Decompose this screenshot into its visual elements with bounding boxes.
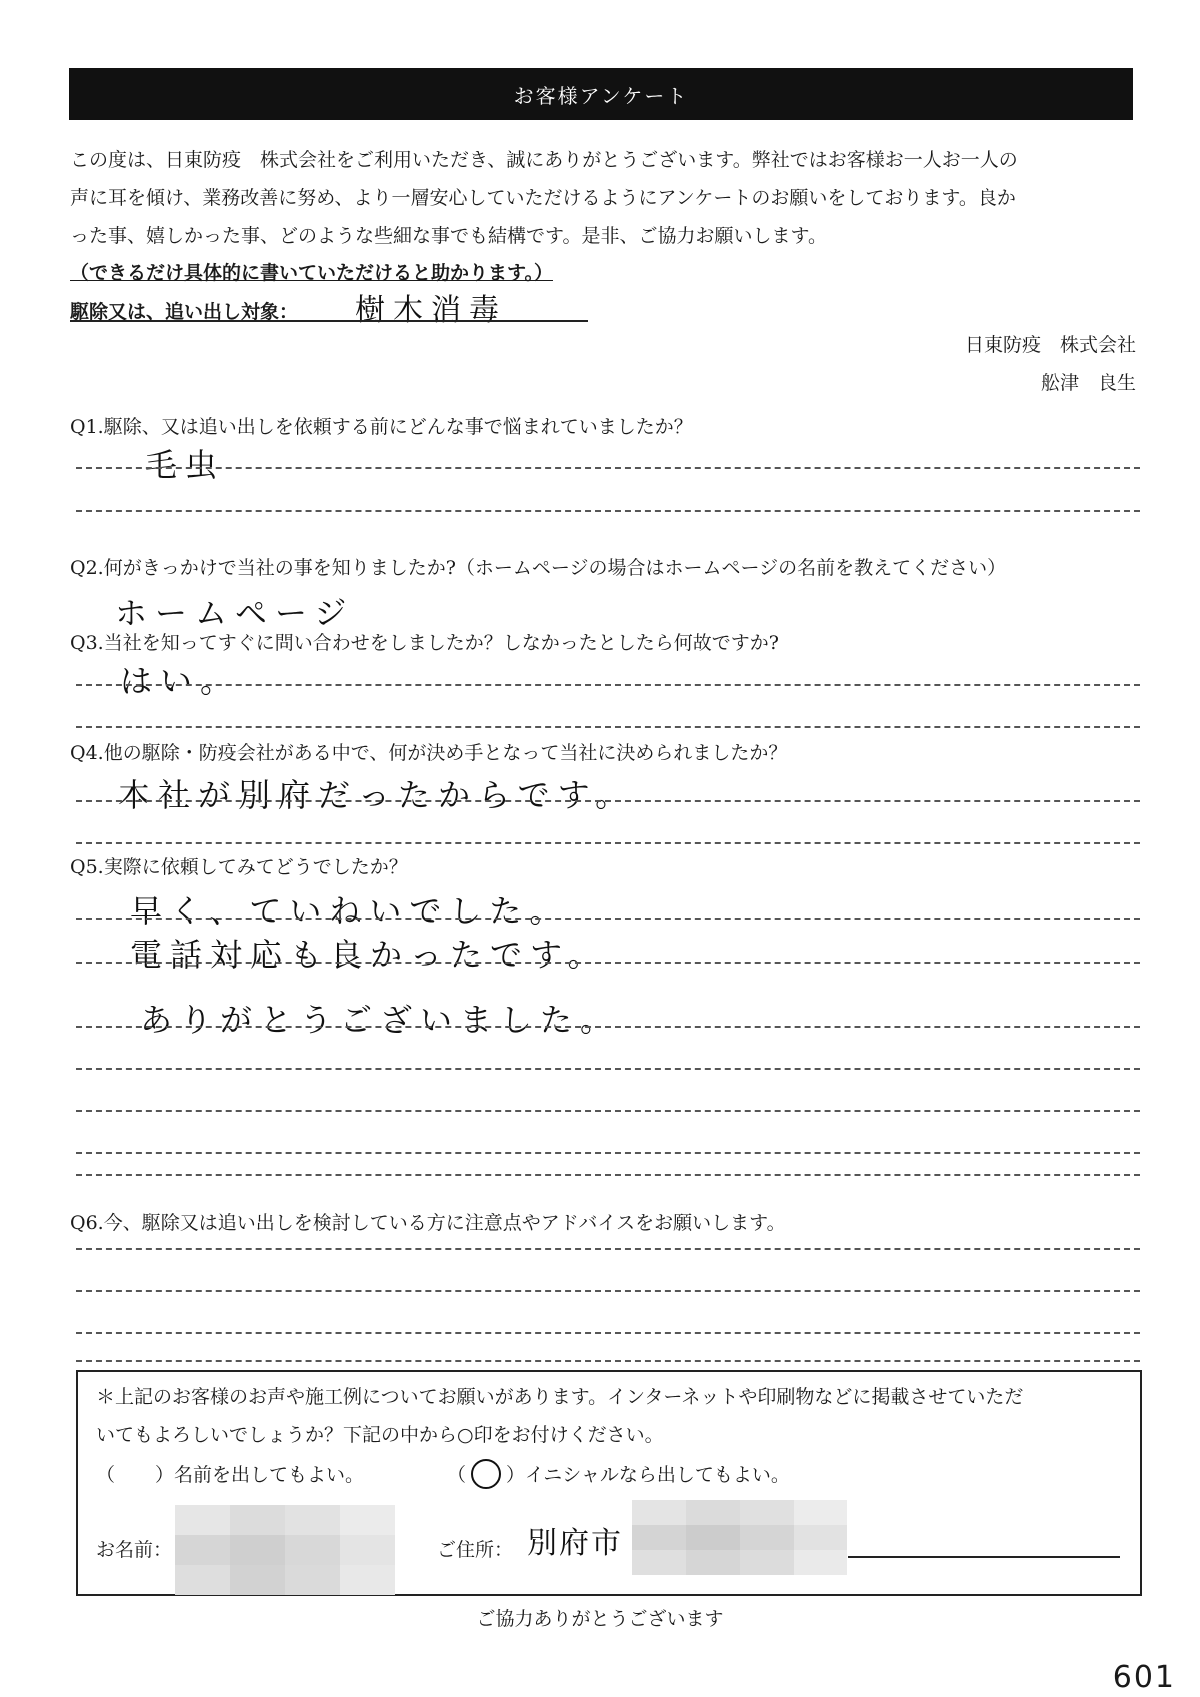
answer-line [76,1026,1140,1028]
page-number: 601 [1112,1660,1176,1695]
answer-line [76,1290,1140,1292]
option-initials-open: （ [447,1464,467,1486]
option-name-label: ）名前を出してもよい。 [155,1464,365,1486]
intro-line-3: った事、嬉しかった事、どのような些細な事でも結構です。是非、ご協力お願いします。 [70,225,827,247]
question-1: Q1.駆除、又は追い出しを依頼する前にどんな事で悩まれていましたか？ [70,416,693,438]
answer-5-line-3: ありがとうございました。 [140,1001,621,1039]
answer-line [76,1332,1140,1334]
answer-line [76,510,1140,512]
consent-option-name[interactable] [96,1460,364,1487]
option-initials-checkbox[interactable] [466,1463,506,1489]
survey-title-bar [69,68,1133,120]
intro-line-2: 声に耳を傾け、業務改善に努め、より一層安心していただけるようにアンケートのお願いをしております。良か [70,187,1016,209]
answer-3-line-1: はい。 [120,662,241,700]
answer-line [76,1068,1140,1070]
target-underline [70,320,588,322]
question-6: Q6.今、駆除又は追い出しを検討している方に注意点やアドバイスをお願いします。 [70,1212,786,1234]
question-5: Q5.実際に依頼してみてどうでしたか？ [70,856,408,878]
footer-thanks: ご協力ありがとうございます [476,1608,724,1630]
option-name-open: （ [96,1464,116,1486]
answer-line [76,467,1140,469]
company-person: 舩津 良生 [1040,372,1136,394]
question-3: Q3.当社を知ってすぐに問い合わせをしましたか？しなかったとしたら何故ですか? [70,632,779,654]
consent-line-1: ＊上記のお客様のお声や施工例についてお願いがあります。インターネットや印刷物などに掲載させていただ [96,1386,1024,1408]
answer-line [76,684,1140,686]
company-name: 日東防疫 株式会社 [964,334,1136,356]
answer-line [76,1248,1140,1250]
name-redaction-mosaic [175,1505,395,1595]
address-underline [848,1556,1120,1558]
survey-title: お客様アンケート [513,83,689,108]
question-4: Q4.他の駆除・防疫会社がある中で、何が決め手となって当社に決められましたか？ [70,742,788,764]
answer-line [76,962,1140,964]
option-initials-label: ）イニシャルなら出してもよい。 [506,1464,790,1486]
answer-5-line-1: 早く、ていねいでした。 [130,892,570,930]
address-value: 別府市 [527,1526,623,1561]
answer-line [76,918,1140,920]
answer-line [76,1110,1140,1112]
answer-2-line-1: ホームページ [115,594,355,632]
name-label: お名前： [96,1539,173,1561]
answer-line [76,726,1140,728]
answer-line [76,842,1140,844]
consent-option-initials[interactable] [447,1460,790,1489]
answer-line [76,1174,1140,1176]
answer-4-line-1: 本社が別府だったからです。 [118,776,636,814]
answer-line [76,1152,1140,1154]
answer-line [76,800,1140,802]
answer-5-line-2: 電話対応も良かったです。 [130,936,608,974]
intro-note: （できるだけ具体的に書いていただけると助かります。） [70,262,553,284]
address-redaction-mosaic [632,1500,847,1575]
target-answer: 樹木消毒 [355,293,507,328]
intro-line-1: この度は、日東防疫 株式会社をご利用いただき、誠にありがとうございます。弊社ではお客様お一人お一人の [70,149,1018,171]
target-label: 駆除又は、追い出し対象： [70,301,299,323]
answer-line [76,1360,1140,1362]
address-label: ご住所： [437,1539,514,1561]
answer-1-line-1: 毛虫 [145,446,226,484]
question-2: Q2.何がきっかけで当社の事を知りましたか?（ホームページの場合はホームページの名前を教えてください） [70,557,1007,579]
consent-line-2: いてもよろしいでしょうか？下記の中から○印をお付けください。 [96,1424,664,1446]
selected-circle-icon [471,1459,501,1489]
